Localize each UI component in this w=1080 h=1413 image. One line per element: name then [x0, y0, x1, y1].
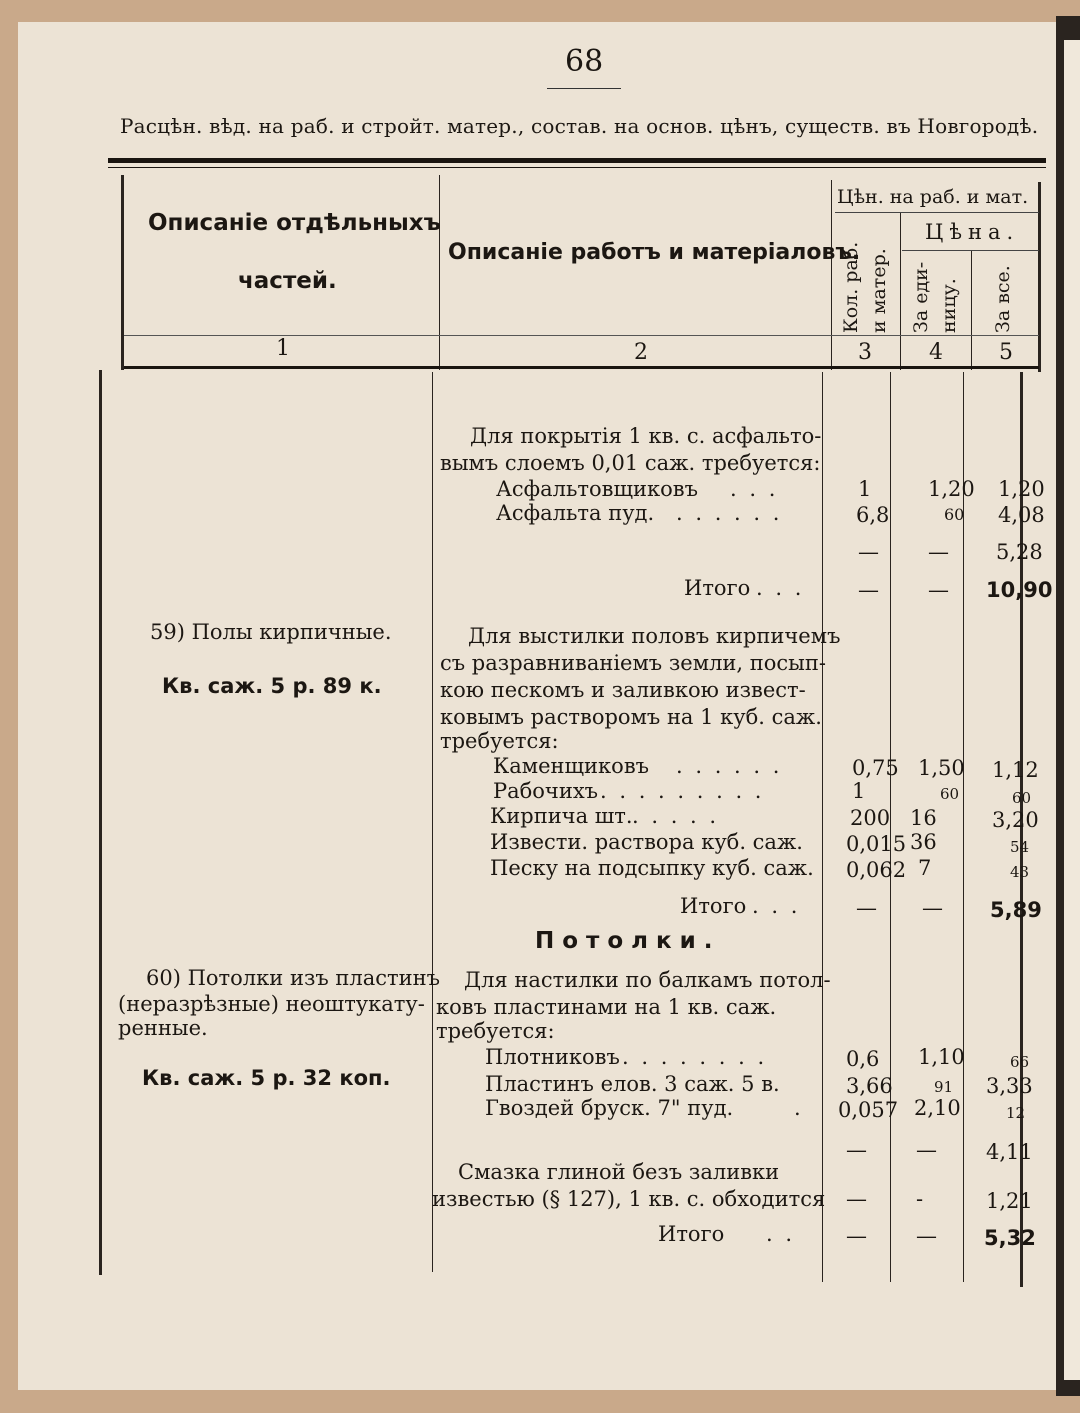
bricks-intro-line2: съ разравниваніемъ земли, посып- [440, 651, 826, 675]
bricks-row5-name: Песку на подсыпку куб. саж. [490, 856, 814, 880]
col2-header: Описаніе работъ и матеріаловъ. [448, 240, 861, 265]
col3-header-line2: и матер. [868, 248, 890, 333]
page-number: 68 [565, 44, 604, 79]
col1-header-line1: Описаніе отдѣльныхъ [148, 210, 441, 236]
ceilings-row2-name: Пластинъ елов. 3 саж. 5 в. [485, 1072, 780, 1096]
ceilings-subtotal-total: 4,11 [986, 1140, 1033, 1164]
asphalt-total-qty: — [858, 578, 879, 602]
asphalt-row2-total: 4,08 [998, 503, 1045, 527]
item60-title-line1: 60) Потолки изъ пластинъ [146, 966, 441, 990]
ceilings-intro-line2: ковъ пластинами на 1 кв. саж. [436, 995, 777, 1019]
ceilings-total-label: Итого [658, 1222, 725, 1246]
bricks-row5-qty: 0,062 [846, 858, 907, 882]
next-page-edge [1064, 40, 1080, 1380]
ceilings-row2-qty: 3,66 [846, 1074, 893, 1098]
table-right-border [1038, 182, 1041, 372]
bricks-total-total: 5,89 [990, 898, 1042, 922]
ceilings-row1-qty: 0,6 [846, 1047, 880, 1071]
bricks-row1-price: 1,50 [918, 756, 965, 780]
col-sep-4 [971, 250, 972, 370]
group-rule [835, 212, 1039, 213]
col-sep-1 [439, 175, 440, 370]
leader-dots: . . . [752, 894, 801, 918]
asphalt-subtotal-price: — [928, 540, 949, 564]
ceilings-total-total: 5,32 [984, 1226, 1036, 1250]
price-group-rule [902, 250, 1039, 251]
leader-dots: . . . . . [632, 804, 720, 828]
table-left-border [121, 175, 124, 370]
item60-price: Кв. саж. 5 р. 32 коп. [142, 1066, 391, 1090]
ceilings-row2-total: 3,33 [986, 1074, 1033, 1098]
leader-dots: . . . . . . . . [622, 1045, 768, 1069]
ceilings-row1-total: 66 [1010, 1053, 1030, 1071]
header-bottom-rule [124, 335, 1039, 336]
asphalt-subtotal-qty: — [858, 540, 879, 564]
ceilings-total-qty: — [846, 1224, 867, 1248]
bricks-intro-line4: ковымъ растворомъ на 1 куб. саж. [440, 705, 822, 729]
running-head: Расцѣн. вѣд. на раб. и стройт. матер., состав. на основ. цѣнъ, существ. въ Новгородѣ. [120, 114, 1039, 138]
bricks-row5-total: 43 [1010, 863, 1030, 881]
leader-dots: . . . [730, 477, 779, 501]
col-sep-1-body [432, 372, 433, 1272]
bricks-row2-qty: 1 [852, 779, 866, 803]
bricks-row2-price: 60 [940, 785, 960, 803]
bricks-row4-qty: 0,015 [846, 832, 907, 856]
col-sep-2 [831, 180, 832, 370]
leader-dots: . . . [756, 576, 805, 600]
asphalt-total-price: — [928, 578, 949, 602]
ceilings-row2-price: 91 [934, 1078, 954, 1096]
col4-header-line1: За еди- [910, 261, 932, 333]
leader-dots: . . . . . . . . . [600, 779, 765, 803]
item60-title-line2: (неразрѣзные) неоштукату- [118, 992, 425, 1016]
asphalt-row1-total: 1,20 [998, 477, 1045, 501]
col-sep-2-body [822, 372, 823, 1282]
bricks-row3-price: 16 [910, 806, 937, 830]
bricks-intro-line5: требуется: [440, 729, 559, 753]
col-number-3: 3 [858, 340, 872, 365]
asphalt-row1-name: Асфальтовщиковъ [496, 477, 698, 501]
bricks-row3-name: Кирпича шт. [490, 804, 633, 828]
ceilings-extra-line1: Смазка глиной безъ заливки [458, 1160, 780, 1184]
leader-dots: . . [766, 1222, 796, 1246]
top-rule-thin [108, 167, 1046, 168]
asphalt-subtotal-total: 5,28 [996, 540, 1043, 564]
bricks-total-qty: — [856, 896, 877, 920]
col-number-2: 2 [634, 340, 648, 365]
bricks-row1-name: Каменщиковъ [493, 754, 650, 778]
ceilings-subtotal-qty: — [846, 1138, 867, 1162]
ceilings-total-price: — [916, 1224, 937, 1248]
bricks-row4-price: 36 [910, 830, 937, 854]
asphalt-row2-name: Асфальта пуд. [496, 501, 655, 525]
ceilings-subtotal-price: — [916, 1138, 937, 1162]
asphalt-intro-line2: вымъ слоемъ 0,01 саж. требуется: [440, 451, 821, 475]
ceilings-row3-price: 2,10 [914, 1096, 961, 1120]
bricks-total-price: — [922, 896, 943, 920]
table-left-border-body [99, 370, 102, 1275]
col5-header: За все. [992, 265, 1014, 333]
bricks-row1-total: 1,12 [992, 758, 1039, 782]
bricks-total-label: Итого [680, 894, 747, 918]
bricks-row3-qty: 200 [850, 806, 891, 830]
asphalt-row1-qty: 1 [858, 477, 872, 501]
item59-price: Кв. саж. 5 р. 89 к. [162, 674, 382, 698]
leader-dots: . . . . . . [676, 501, 783, 525]
col3-header-line1: Кол. раб. [840, 241, 862, 333]
ceilings-row1-price: 1,10 [918, 1045, 965, 1069]
asphalt-row2-price: 60 [944, 505, 965, 524]
asphalt-row1-price: 1,20 [928, 477, 975, 501]
ceilings-intro-line3: требуется: [436, 1019, 555, 1043]
ceilings-row3-qty: 0,057 [838, 1098, 899, 1122]
bricks-intro-line1: Для выстилки половъ кирпичемъ [468, 624, 841, 648]
leader-dots: . [794, 1096, 801, 1120]
ceilings-row3-total: 12 [1006, 1104, 1026, 1122]
bricks-row2-name: Рабочихъ [493, 779, 599, 803]
asphalt-total-label: Итого [684, 576, 751, 600]
leader-dots: . . . . . . [676, 754, 783, 778]
price-group-header: Цѣна. [925, 220, 1020, 244]
col-number-4: 4 [929, 340, 943, 365]
col1-header-line2: частей. [238, 268, 337, 294]
asphalt-intro-line1: Для покрытія 1 кв. с. асфальто- [470, 424, 822, 448]
col-number-5: 5 [999, 340, 1013, 365]
item59-title: 59) Полы кирпичные. [150, 620, 392, 644]
asphalt-total-total: 10,90 [986, 578, 1053, 602]
page-number-underline [547, 88, 621, 89]
bricks-row5-price: 7 [918, 856, 932, 880]
bricks-row4-name: Извести. раствора куб. саж. [490, 830, 803, 854]
col-sep-3 [900, 212, 901, 370]
ceilings-extra-line2: известью (§ 127), 1 кв. с. обходится [432, 1187, 826, 1211]
col-sep-3-body [890, 372, 891, 1282]
ceilings-row1-name: Плотниковъ [485, 1045, 620, 1069]
top-rule-thick [108, 158, 1046, 163]
ceilings-extra-qty: — [846, 1187, 867, 1211]
bricks-row3-total: 3,20 [992, 808, 1039, 832]
group-header: Цѣн. на раб. и мат. [837, 186, 1029, 208]
col-number-1: 1 [276, 336, 290, 361]
ceilings-extra-price: - [916, 1187, 924, 1211]
asphalt-row2-qty: 6,8 [856, 503, 890, 527]
item60-title-line3: ренные. [118, 1016, 208, 1040]
bricks-intro-line3: кою пескомъ и заливкою извест- [440, 678, 806, 702]
ceilings-heading: Потолки. [535, 928, 721, 954]
ceilings-extra-total: 1,21 [986, 1189, 1033, 1213]
col4-header-line2: ницу. [938, 278, 960, 333]
ceilings-row3-name: Гвоздей бруск. 7" пуд. [485, 1096, 734, 1120]
bricks-row4-total: 54 [1010, 838, 1030, 856]
numbers-bottom-rule [124, 366, 1039, 369]
ceilings-intro-line1: Для настилки по балкамъ потол- [464, 968, 831, 992]
bricks-row1-qty: 0,75 [852, 756, 899, 780]
bricks-row2-total: 60 [1012, 789, 1032, 807]
